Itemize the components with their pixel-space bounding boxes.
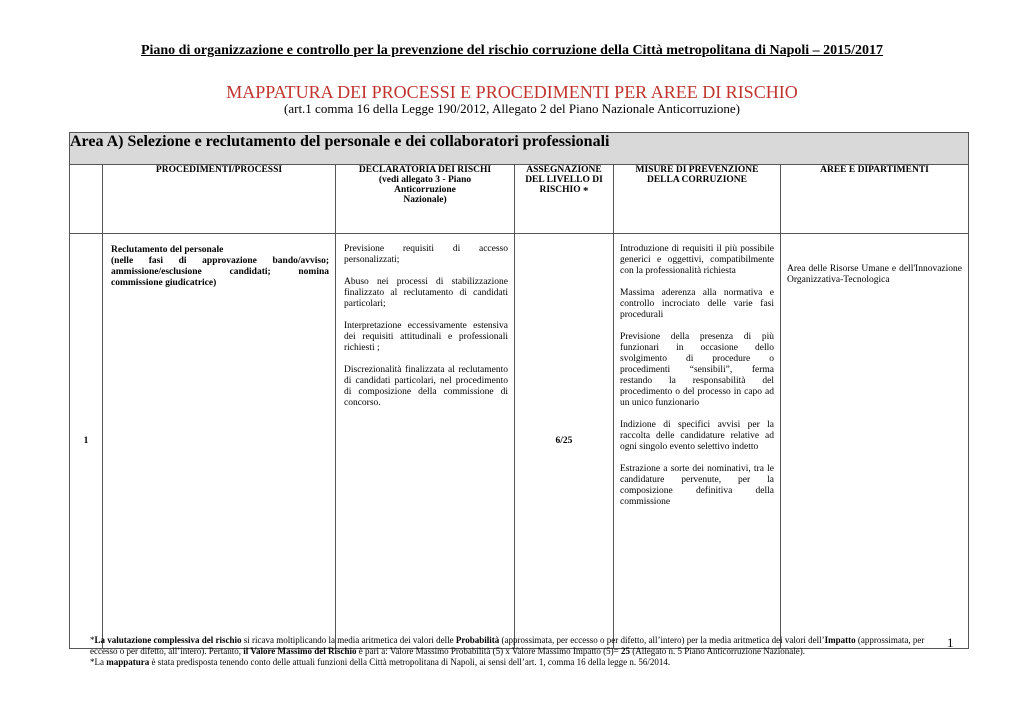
risk-item: Previsione requisiti di accesso personalizzati;	[344, 244, 508, 265]
processes-header: PROCEDIMENTI/PROCESSI	[103, 165, 336, 234]
risk-item: Interpretazione eccessivamente estensiva dei requisiti attitudinali e professionali richiesti ;	[344, 321, 508, 353]
measure-item: Indizione di specifici avvisi per la raccolta delle candidature relative ad ogni singolo evento selettivo indetto	[620, 420, 774, 452]
risk-level-value: 6/25	[515, 234, 614, 649]
department-cell: Area delle Risorse Umane e dell'Innovazione Organizzativa-Tecnologica	[781, 234, 969, 649]
risk-item: Abuso nei processi di stabilizzazione finalizzato al reclutamento di candidati particolari;	[344, 277, 508, 309]
table-header	[70, 165, 969, 234]
measure-item: Previsione della presenza di più funzionari in occasione dello svolgimento di procedure o procedimenti “sensibili”, ferma restando la responsabilità del procedimento o del processo in capo ad un unico funzionario	[620, 332, 774, 408]
footnote-risk-evaluation: *La valutazione complessiva del rischio si ricava moltiplicando la media aritmetica dei valori delle Probabilità (approssimata, per eccesso o per difetto, all’intero) per la media aritmetica dei valori dell’Impatto (approssimata, per eccesso o per difetto, all’intero). Pertanto, il Valore Massimo del Rischio è pari a: Valore Massimo Probabilità (5) x Valore Massimo Impatto (5)= 25 (Allegato n. 5 Piano Anticorruzione Nazionale).	[90, 635, 925, 656]
measure-item: Introduzione di requisiti il più possibile generici e oggettivi, compatibilmente con la professionalità richiesta	[620, 244, 774, 276]
page-number: 1	[947, 635, 954, 650]
table-row	[70, 234, 969, 649]
departments-header: AREE E DIPARTIMENTI	[781, 165, 969, 234]
measures-header: MISURE DI PREVENZIONE DELLA CORRUZIONE	[614, 165, 781, 234]
main-title: MAPPATURA DEI PROCESSI E PROCEDIMENTI PER AREE DI RISCHIO	[226, 82, 798, 102]
subtitle: (art.1 comma 16 della Legge 190/2012, Allegato 2 del Piano Nazionale Anticorruzione)	[284, 101, 740, 116]
measure-item: Estrazione a sorte dei nominativi, tra le candidature pervenute, per la composizione definitiva della commissione	[620, 464, 774, 507]
measures-cell	[614, 234, 781, 649]
footnote-mapping: *La mappatura è stata predisposta tenendo conto delle attuali funzioni della Città metropolitana di Napoli, ai sensi dell’art. 1, comma 16 della legge n. 56/2014.	[90, 657, 671, 667]
risks-cell	[336, 234, 515, 649]
risk-mapping-table	[69, 132, 969, 649]
document-header: Piano di organizzazione e controllo per la prevenzione del rischio corruzione della Città metropolitana di Napoli – 2015/2017	[140, 43, 884, 58]
risk-item: Discrezionalità finalizzata al reclutamento di candidati particolari, nel procedimento di composizione della commissione di concorso.	[344, 365, 508, 408]
area-title: Area A) Selezione e reclutamento del personale e dei collaboratori professionali	[70, 133, 969, 165]
measure-item: Massima aderenza alla normativa e controllo incrociato delle varie fasi procedurali	[620, 288, 774, 320]
number-header	[70, 165, 103, 234]
footnotes	[90, 635, 940, 668]
row-number: 1	[70, 234, 103, 649]
risk-level-header: ASSEGNAZIONE DEL LIVELLO DI RISCHIO *	[515, 165, 614, 234]
process-cell: Reclutamento del personale (nelle fasi di approvazione bando/avviso; ammissione/esclusione candidati; nomina commissione giudicatrice)	[103, 234, 336, 649]
risks-header: DECLARATORIA DEI RISCHI (vedi allegato 3 - Piano Anticorruzione Nazionale)	[336, 165, 515, 234]
